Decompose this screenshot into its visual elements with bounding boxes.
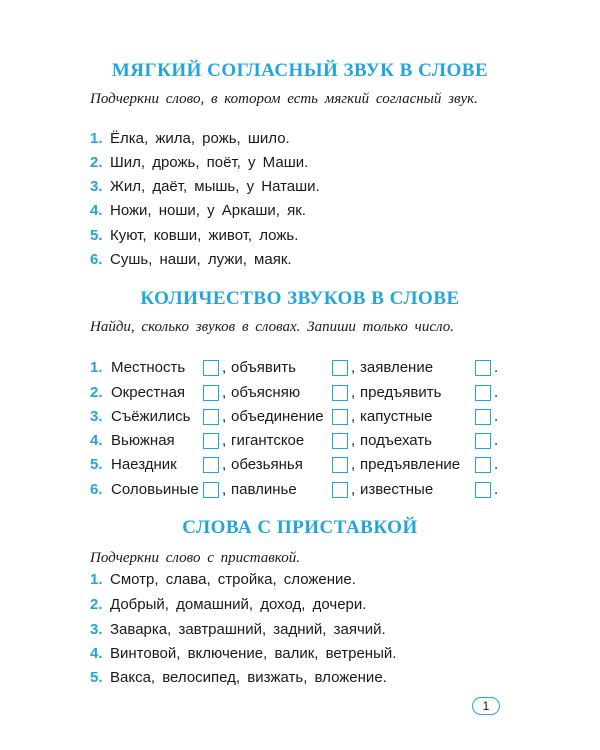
answer-box[interactable] [203,482,219,498]
answer-box[interactable] [332,409,348,425]
item-text: Сушь, наши, лужи, маяк. [110,251,292,268]
word-2: обезьянья [231,456,303,473]
answer-box[interactable] [332,360,348,376]
period: . [494,432,499,449]
period: . [494,456,499,473]
sound-count-row [90,357,510,379]
word-1: Съёжились [111,408,191,425]
section2-instruction: Найди, сколько звуков в словах. Запиши только число. [90,319,454,335]
word-3: капустные [360,408,433,425]
word-1: Соловьиные [111,481,199,498]
answer-box[interactable] [475,409,491,425]
answer-box[interactable] [203,433,219,449]
section3-instruction: Подчеркни слово с приставкой. [90,550,300,566]
item-number: 1. [90,130,103,147]
item-text: Жил, даёт, мышь, у Наташи. [110,178,320,195]
item-number: 1. [90,571,103,588]
item-number: 1. [90,359,103,376]
word-2: гигантское [231,432,305,449]
item-number: 3. [90,621,103,638]
word-2: объединение [231,408,324,425]
sound-count-row [90,430,510,452]
item-text: Вакса, велосипед, визжать, вложение. [110,669,387,686]
answer-box[interactable] [332,457,348,473]
item-text: Добрый, домашний, доход, дочери. [110,596,367,613]
word-1: Местность [111,359,186,376]
word-3: предъявить [360,384,442,401]
item-text: Ёлка, жила, рожь, шило. [110,130,290,147]
answer-box[interactable] [203,457,219,473]
item-number: 2. [90,384,103,401]
page-number: 1 [472,697,500,715]
word-2: объявить [231,359,296,376]
item-number: 4. [90,202,103,219]
answer-box[interactable] [203,385,219,401]
word-2: объясняю [231,384,301,401]
period: . [494,384,499,401]
period: . [494,359,499,376]
section-title-soft-consonant: МЯГКИЙ СОГЛАСНЫЙ ЗВУК В СЛОВЕ [111,60,489,81]
answer-box[interactable] [203,409,219,425]
word-3: известные [360,481,434,498]
word-1: Окрестная [111,384,186,401]
comma: , [222,432,227,449]
item-number: 3. [90,408,103,425]
word-3: предъявление [360,456,461,473]
item-text: Смотр, слава, стройка, сложение. [110,571,356,588]
sound-count-row [90,382,510,404]
item-number: 4. [90,645,103,662]
answer-box[interactable] [475,385,491,401]
word-2: павлинье [231,481,297,498]
section-title-prefix-words: СЛОВА С ПРИСТАВКОЙ [182,517,418,538]
comma: , [351,384,356,401]
period: . [494,408,499,425]
sound-count-row [90,454,510,476]
item-number: 6. [90,251,103,268]
item-text: Ножи, ноши, у Аркаши, як. [110,202,306,219]
answer-box[interactable] [203,360,219,376]
comma: , [351,456,356,473]
sound-count-row [90,479,510,501]
item-number: 2. [90,154,103,171]
word-3: подъехать [360,432,432,449]
answer-box[interactable] [475,360,491,376]
comma: , [351,432,356,449]
item-number: 2. [90,596,103,613]
comma: , [222,456,227,473]
answer-box[interactable] [475,482,491,498]
section-title-sound-count: КОЛИЧЕСТВО ЗВУКОВ В СЛОВЕ [140,288,460,309]
item-number: 5. [90,669,103,686]
answer-box[interactable] [475,457,491,473]
item-number: 5. [90,227,103,244]
comma: , [222,481,227,498]
section1-instruction: Подчеркни слово, в котором есть мягкий согласный звук. [90,91,478,107]
item-text: Шил, дрожь, поёт, у Маши. [110,154,309,171]
sound-count-row [90,406,510,428]
comma: , [222,359,227,376]
item-number: 5. [90,456,103,473]
answer-box[interactable] [332,385,348,401]
item-text: Винтовой, включение, валик, ветреный. [110,645,397,662]
item-number: 3. [90,178,103,195]
item-number: 6. [90,481,103,498]
word-3: заявление [360,359,434,376]
item-number: 4. [90,432,103,449]
word-1: Вьюжная [111,432,175,449]
word-1: Наездник [111,456,177,473]
comma: , [222,408,227,425]
item-text: Куют, ковши, живот, ложь. [110,227,299,244]
answer-box[interactable] [332,482,348,498]
comma: , [222,384,227,401]
comma: , [351,481,356,498]
comma: , [351,359,356,376]
answer-box[interactable] [332,433,348,449]
comma: , [351,408,356,425]
period: . [494,481,499,498]
answer-box[interactable] [475,433,491,449]
item-text: Заварка, завтрашний, задний, заячий. [110,621,386,638]
